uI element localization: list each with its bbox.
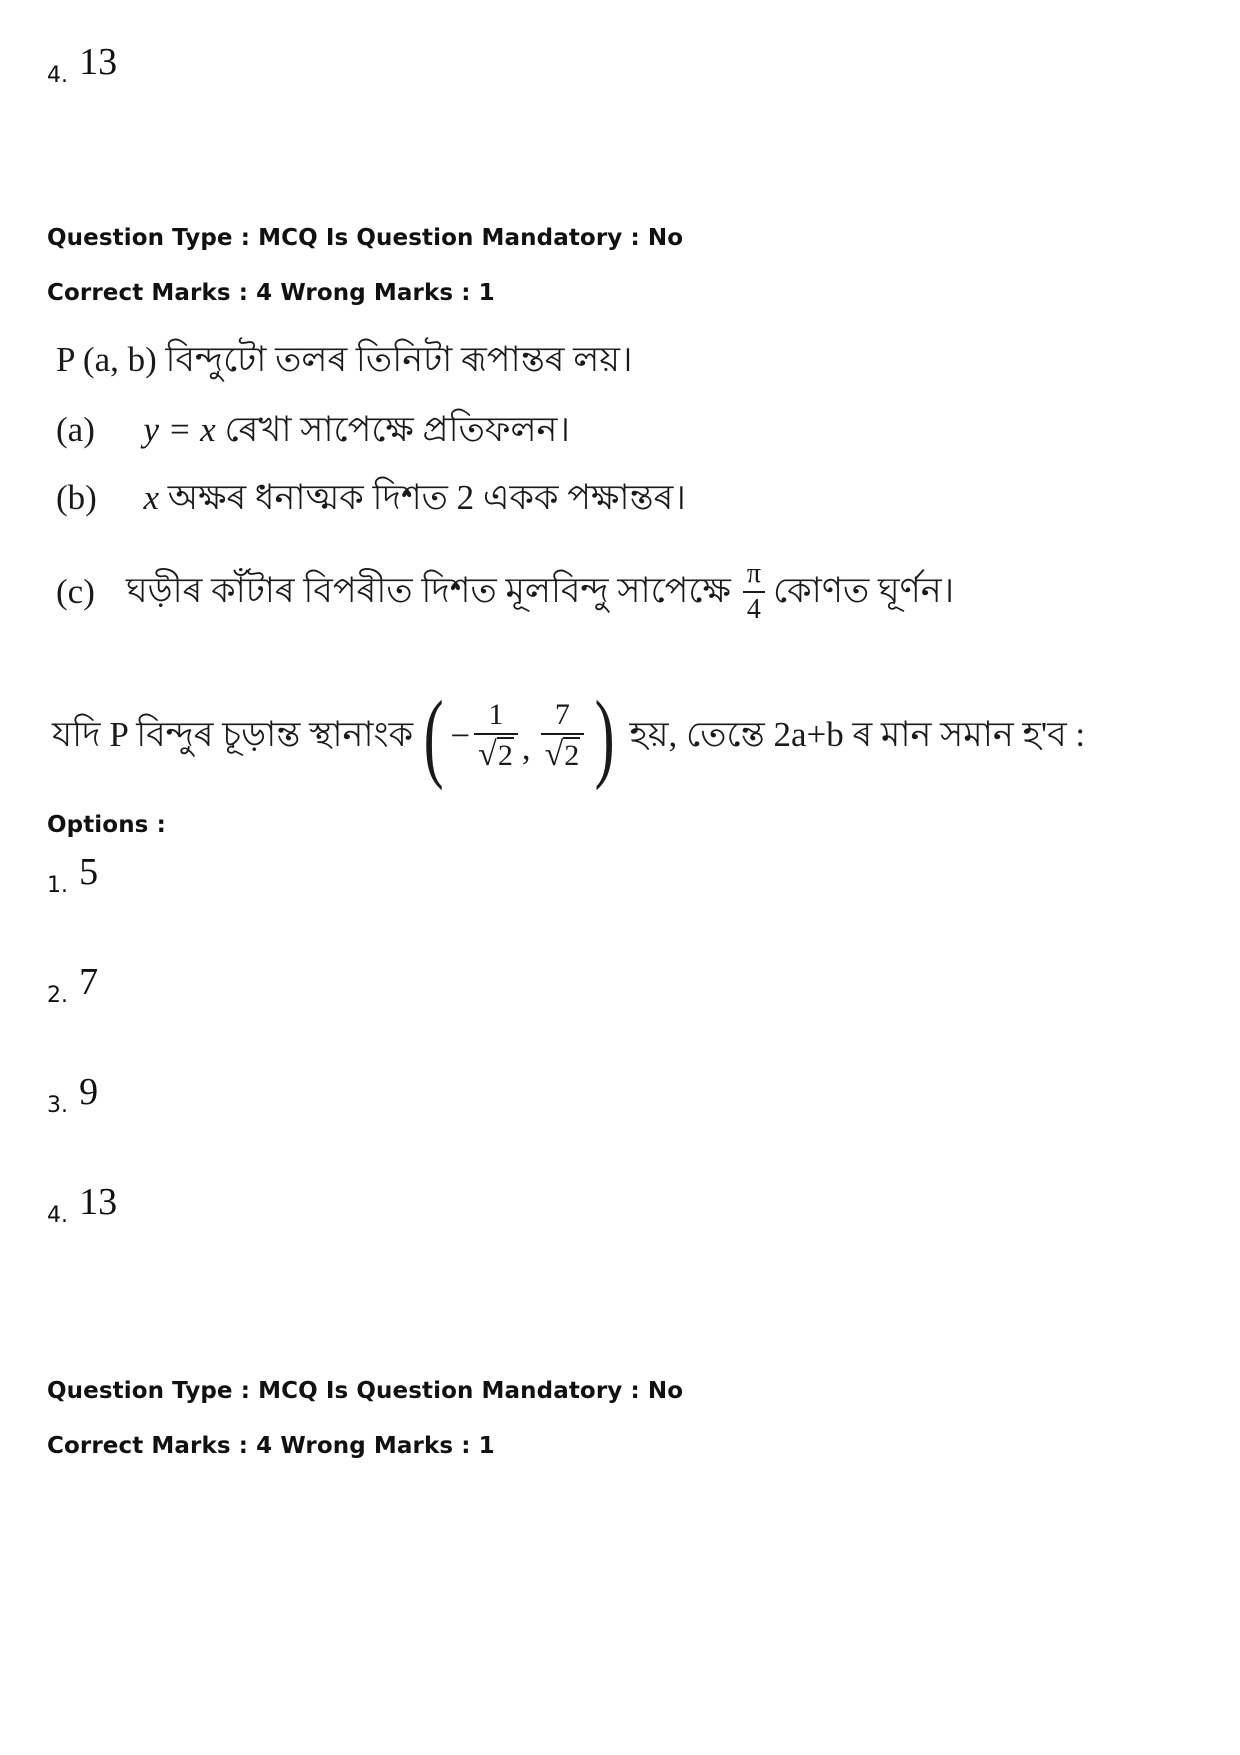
open-paren: ( [423,680,444,791]
marks-line: Correct Marks : 4 Wrong Marks : 1 [47,280,495,306]
close-paren: ) [594,680,615,791]
fraction-numerator: 7 [554,698,570,731]
question-type-line-2: Question Type : MCQ Is Question Mandatory : No [47,1378,684,1404]
comma: , [521,728,531,767]
step-text: অক্ষৰ ধনাত্মক দিশত 2 একক পক্ষান্তৰ। [159,478,686,517]
option-1[interactable] [47,851,99,902]
fraction-denominator [474,735,518,772]
fraction-numerator: 1 [488,698,504,731]
options-label: Options : [47,812,166,838]
step-a [56,402,570,461]
option-2[interactable] [47,961,99,1012]
final-prefix: যদি P বিন্দুৰ চূড়ান্ত স্থানাংক [52,714,414,754]
option-value: 13 [79,41,118,83]
fraction-denominator: 4 [746,594,761,625]
second-fraction [541,700,585,772]
question-intro: P (a, b) বিন্দুটো তলৰ তিনিটা ৰূপান্তৰ লয়। [56,340,633,379]
final-coordinates-line [52,680,1086,791]
marks-line-2: Correct Marks : 4 Wrong Marks : 1 [47,1433,495,1459]
sqrt-sign: √ [478,736,497,773]
sqrt-sign: √ [544,736,564,773]
minus-sign: − [450,716,471,755]
option-number: 2. [47,983,68,1008]
radicand: 2 [564,739,580,772]
step-c [56,560,954,624]
option-number: 4. [47,1203,68,1228]
option-number: 4. [47,63,68,88]
step-math: x [143,478,160,517]
step-label: (a) [56,410,95,449]
option-number: 1. [47,873,68,898]
question-type-line: Question Type : MCQ Is Question Mandatory : No [47,225,684,251]
fraction-denominator [541,735,585,772]
option-3[interactable] [47,1071,99,1122]
option-4[interactable] [47,1181,118,1232]
option-value: 13 [79,1181,118,1223]
option-value: 9 [79,1071,99,1113]
step-text-after: কোণত ঘূৰ্ণন। [772,570,955,610]
prev-option-4 [47,41,118,92]
final-suffix: হয়, তেন্তে 2a+b ৰ মান সমান হ'ব : [629,714,1086,754]
radicand: 2 [497,739,513,772]
step-math: y = x [143,410,216,449]
pi-over-4-fraction [743,560,765,624]
step-text: ঘড়ীৰ কাঁটাৰ বিপৰীত দিশত মূলবিন্দু সাপেক্ষে [126,570,731,610]
first-fraction [474,700,518,772]
step-b [56,470,686,529]
option-value: 5 [79,851,99,893]
step-text: ৰেখা সাপেক্ষে প্ৰতিফলন। [215,410,570,449]
fraction-numerator: π [746,558,761,589]
option-number: 3. [47,1093,68,1118]
step-label: (c) [56,572,95,611]
step-label: (b) [56,478,97,517]
option-value: 7 [79,961,99,1003]
